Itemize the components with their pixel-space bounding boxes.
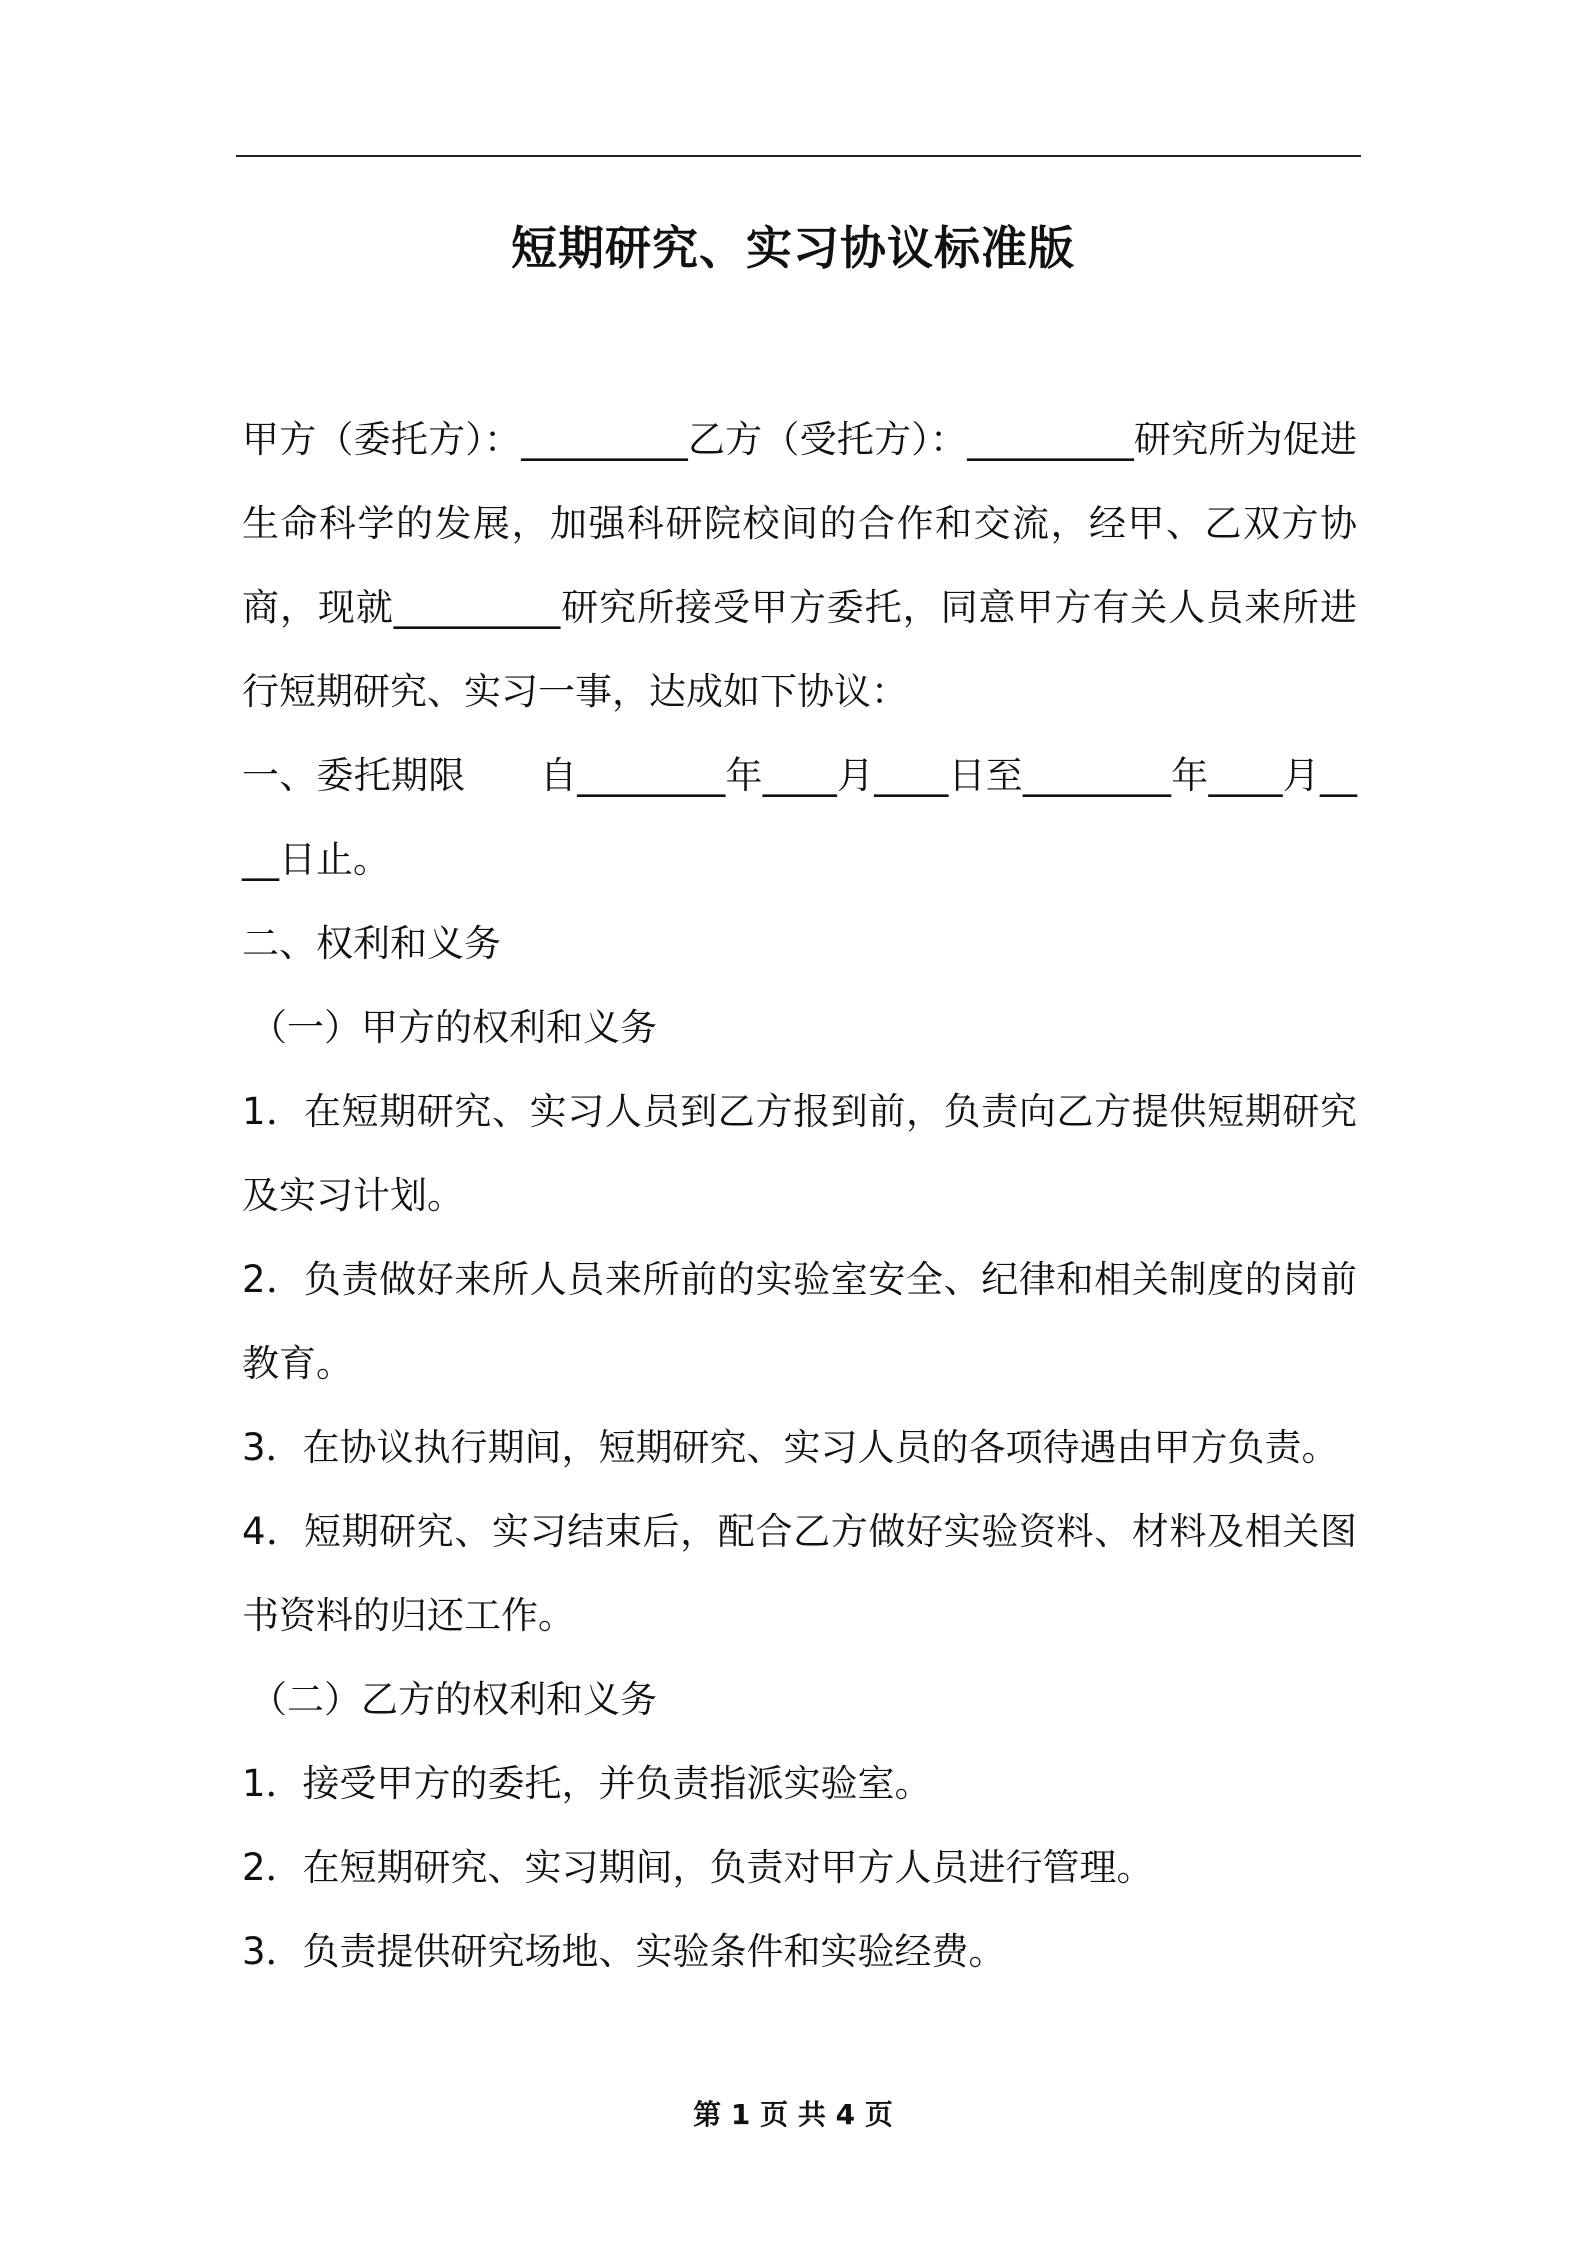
intro-paragraph: 甲方（委托方）：_________乙方（受托方）：_________研究所为促进生命科学的发展，加强科研院校间的合作和交流，经甲、乙双方协商，现就_________研究所接受甲方委托，同意甲方有关人员来所进行短期研究、实习一事，达成如下协议：: [242, 418, 1357, 713]
party-b-item-2: 2．在短期研究、实习期间，负责对甲方人员进行管理。: [242, 1846, 1154, 1889]
subsection-heading-party-b: （二）乙方的权利和义务: [250, 1678, 657, 1721]
section-heading-rights: 二、权利和义务: [242, 922, 501, 965]
header-divider: [236, 155, 1361, 157]
page-number-footer: 第 1 页 共 4 页: [693, 2098, 893, 2131]
subsection-heading-party-a: （一）甲方的权利和义务: [250, 1006, 657, 1049]
party-a-item-1: 1．在短期研究、实习人员到乙方报到前，负责向乙方提供短期研究及实习计划。: [242, 1090, 1357, 1217]
document-body: [242, 398, 1357, 1994]
party-a-item-2: 2．负责做好来所人员来所前的实验室安全、纪律和相关制度的岗前教育。: [242, 1258, 1357, 1385]
party-b-item-1: 1．接受甲方的委托，并负责指派实验室。: [242, 1762, 932, 1805]
party-a-item-3: 3．在协议执行期间，短期研究、实习人员的各项待遇由甲方负责。: [242, 1426, 1339, 1469]
party-a-item-4: 4．短期研究、实习结束后，配合乙方做好实验资料、材料及相关图书资料的归还工作。: [242, 1510, 1357, 1637]
document-title: 短期研究、实习协议标准版: [511, 221, 1075, 275]
party-b-item-3: 3．负责提供研究场地、实验条件和实验经费。: [242, 1930, 1006, 1973]
term-clause: 一、委托期限 自________年____月____日至________年____月____日止。: [242, 754, 1357, 881]
